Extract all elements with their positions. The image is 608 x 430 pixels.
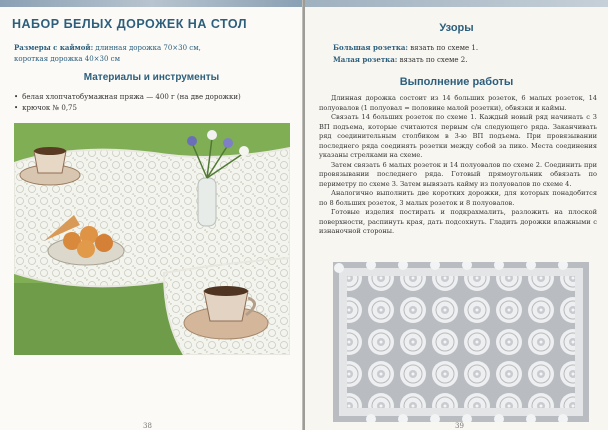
paragraph: Затем связать 6 малых розеток и 14 полуовалов по схеме 2. Соединить при провязывании последнего ряда. Готовый прямоугольник обвязать по периметру по схеме 3. Затем вывязать кайму из полуовалов по схеме 4. (319, 160, 597, 188)
material-item: • крючок № 0,75 (14, 103, 241, 114)
paragraph: Связать 14 больших розеток по схеме 1. Каждый новый ряд начинать с 3 ВП подъема, которые считаются первым с/н следующего ряда. Заканчивать ряд соединительным столбиком в 3-ю ВП подъема. При провязывании последнего ряда соединять розетки между собой за пико. Места соединения указаны стрелками на схеме. (319, 113, 597, 159)
small-rosette-label: Малая розетка: (333, 55, 398, 64)
materials-list (14, 92, 241, 114)
paragraph: Длинная дорожка состоит из 14 больших розеток, 6 малых розеток, 14 полуовалов (1 полуовал = половине малой розетки), обвязки и каймы. (319, 94, 597, 112)
page-title: НАБОР БЕЛЫХ ДОРОЖЕК НА СТОЛ (12, 17, 248, 31)
schemes-list (333, 42, 478, 66)
finished-runner-photo (333, 262, 589, 422)
right-top-bar (305, 0, 608, 7)
left-page-number: 38 (143, 422, 152, 430)
material-item: • белая хлопчатобумажная пряжа — 400 г (на две дорожки) (14, 92, 241, 103)
patterns-heading: Узоры (439, 22, 474, 34)
right-page-number: 39 (455, 422, 464, 430)
paragraph: Аналогично выполнить две коротких дорожки, для которых понадобится по 8 больших розеток, 3 малых розеток и 8 полуовалов. (319, 189, 597, 207)
large-rosette-label: Большая розетка: (333, 43, 409, 52)
materials-heading: Материалы и инструменты (83, 72, 220, 83)
left-page (0, 0, 303, 430)
left-top-bar (0, 0, 303, 7)
sizes-text-1: длинная дорожка 70×30 см, (93, 44, 201, 52)
small-rosette-text: вязать по схеме 2. (397, 56, 468, 64)
sizes-text-2: короткая дорожка 40×30 см (14, 55, 121, 63)
table-runner-photo (14, 123, 290, 355)
sizes-label: Размеры с каймой: (14, 43, 94, 52)
sizes-text (14, 42, 289, 65)
instructions-text (319, 94, 597, 237)
paragraph: Готовые изделия постирать и подкрахмалить, разложить на плоской поверхности, распинуть края, дать подсохнуть. Гладить дорожки влажными с изнаночной стороны. (319, 208, 597, 235)
right-page (305, 0, 608, 430)
large-rosette-text: вязать по схеме 1. (408, 44, 479, 52)
work-heading: Выполнение работы (399, 76, 514, 88)
